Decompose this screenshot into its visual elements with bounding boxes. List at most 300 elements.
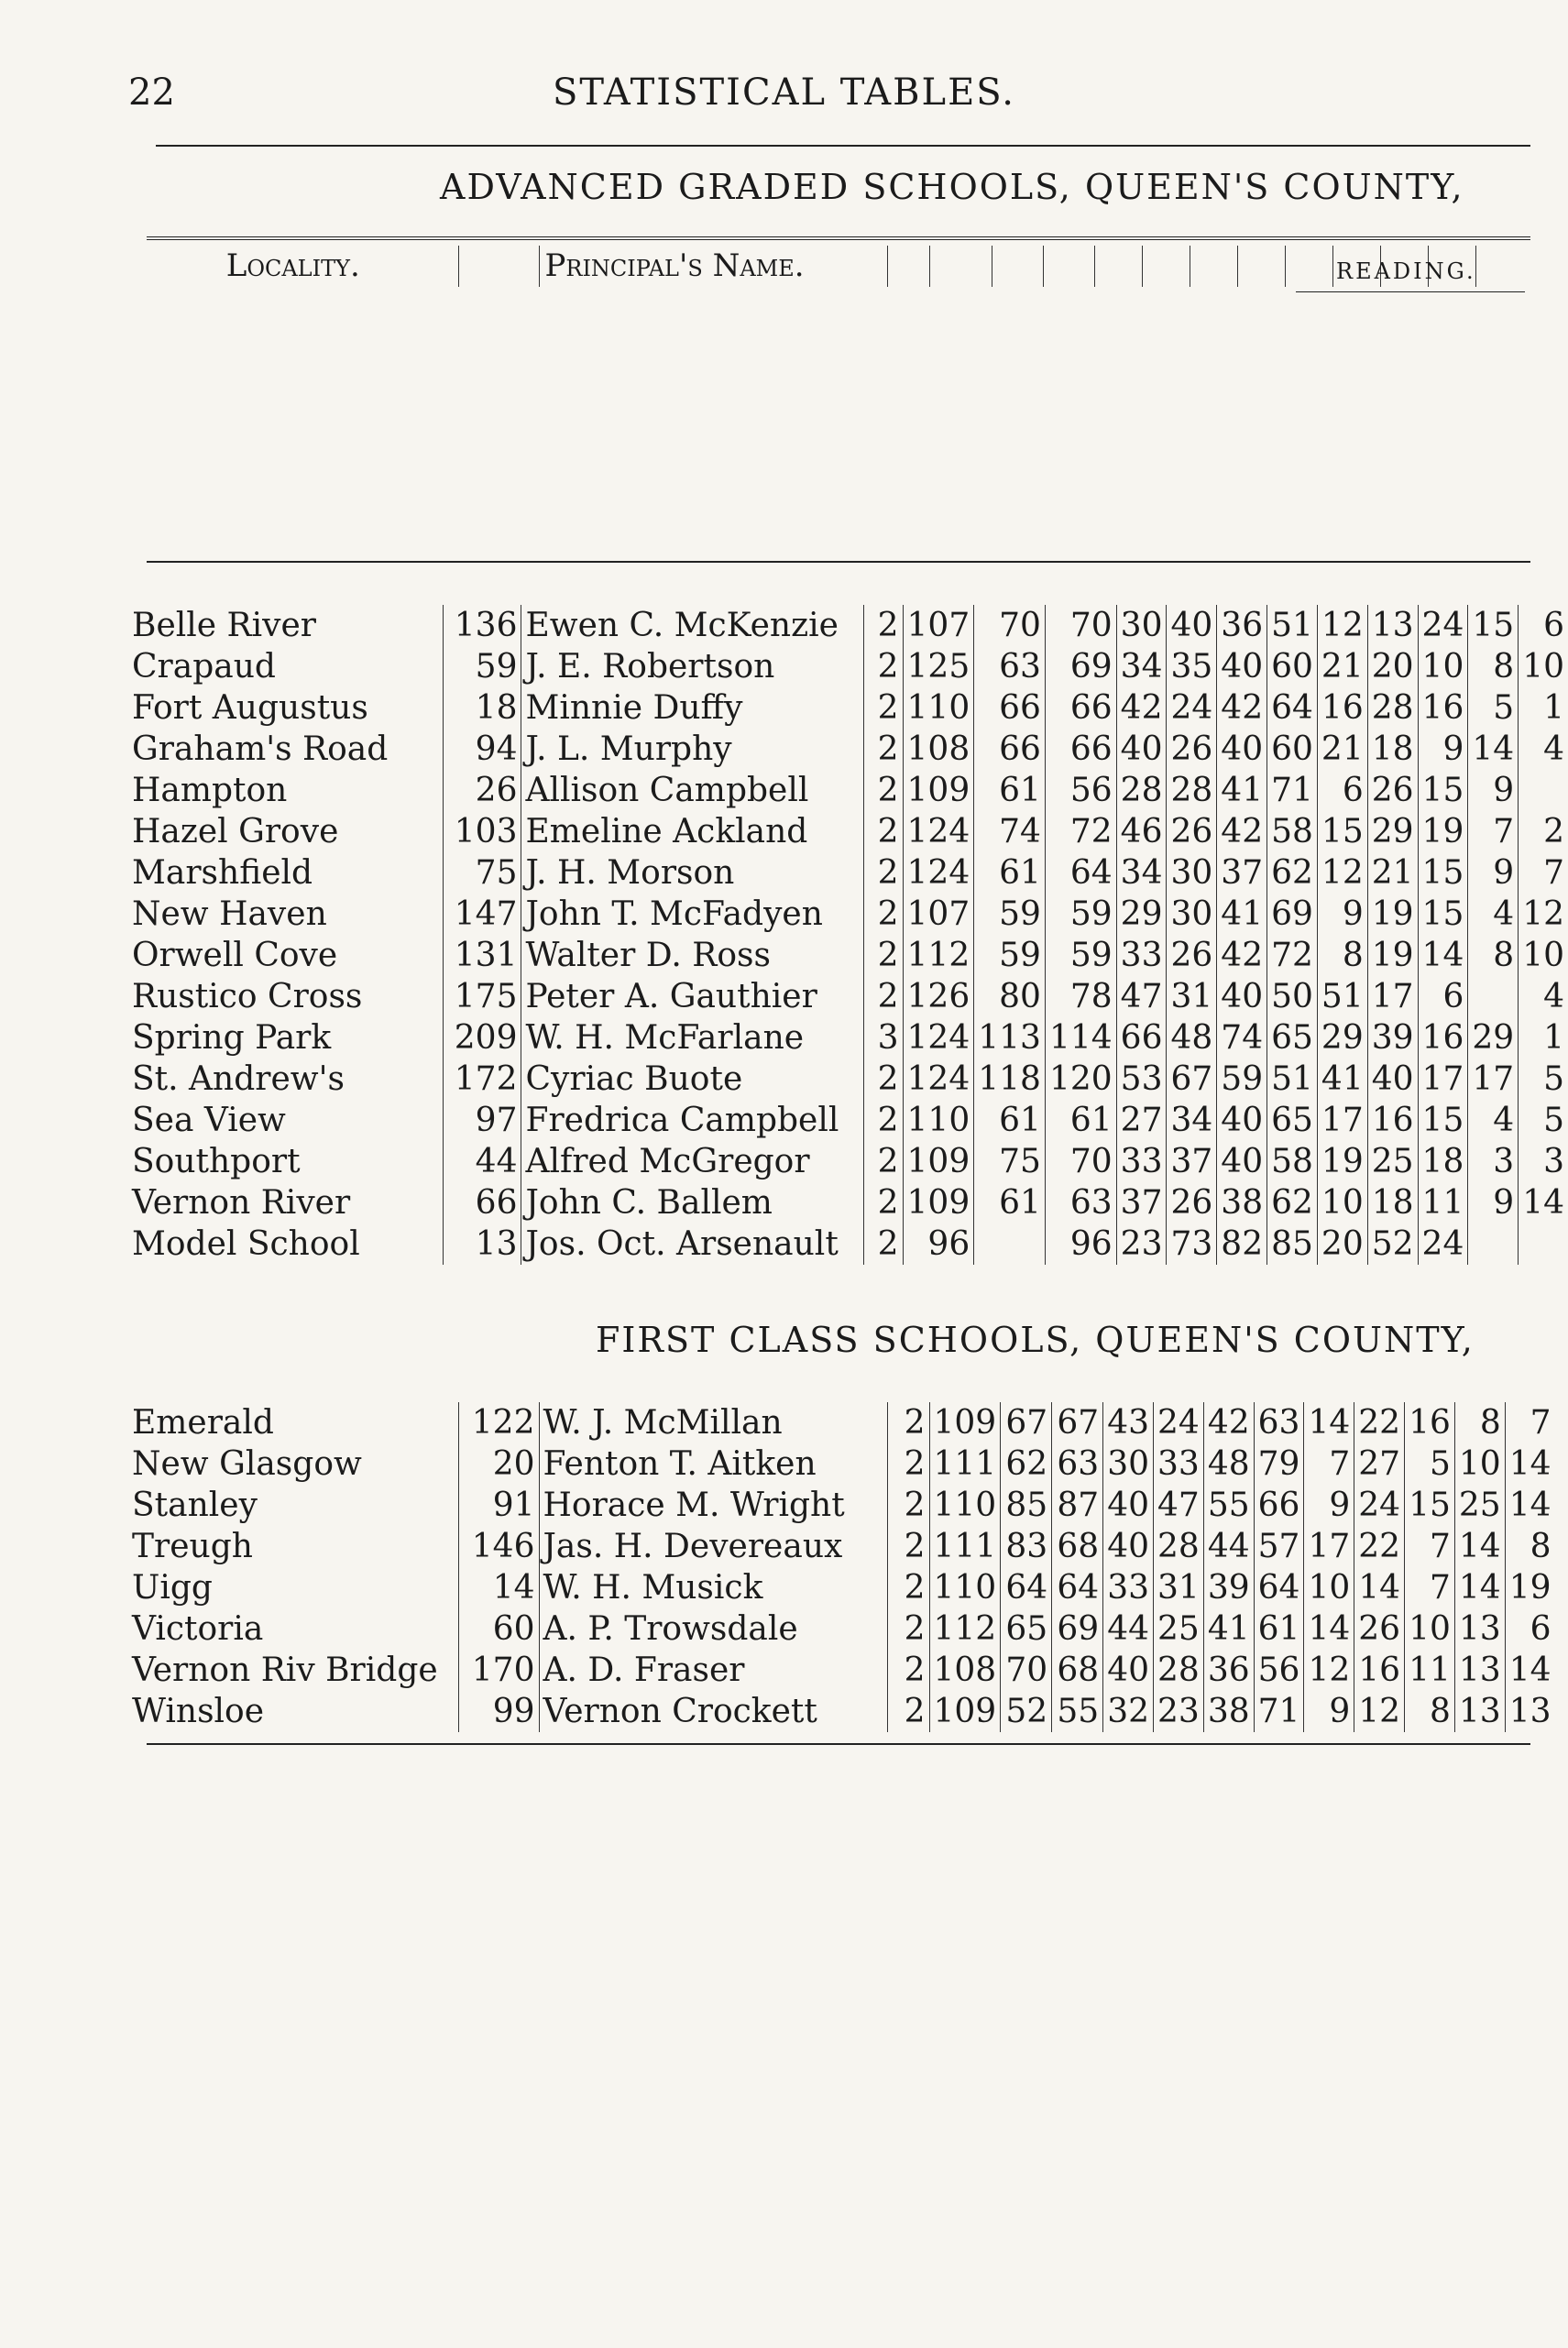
value-cell: 108 — [903, 729, 974, 770]
value-cell: 47 — [1116, 976, 1167, 1017]
value-cell: 10 — [1519, 646, 1568, 687]
value-cell: 63 — [1045, 1182, 1116, 1223]
value-cell: 35 — [1167, 646, 1217, 687]
value-cell: 14 — [1519, 1182, 1568, 1223]
value-cell: 109 — [929, 1402, 1001, 1443]
value-cell: 66 — [1045, 687, 1116, 729]
value-cell: 10 — [1405, 1608, 1455, 1650]
value-cell: 37 — [1167, 1141, 1217, 1182]
principal-cell: Fredrica Campbell — [521, 1100, 863, 1141]
locality-header: Locality. — [225, 247, 360, 284]
principal-cell: J. L. Murphy — [521, 729, 863, 770]
value-cell: 65 — [1001, 1608, 1052, 1650]
value-cell: 22 — [1354, 1526, 1405, 1567]
table-row — [128, 1526, 1555, 1567]
value-cell: 16 — [1354, 1650, 1405, 1691]
value-cell: 28 — [1154, 1526, 1204, 1567]
table-row — [128, 1608, 1555, 1650]
value-cell: 2 — [863, 935, 903, 976]
value-cell: 67 — [1167, 1059, 1217, 1100]
value-cell: 9 — [1468, 770, 1519, 811]
value-cell: 61 — [974, 1100, 1046, 1141]
value-cell: 24 — [1167, 687, 1217, 729]
value-cell: 72 — [1267, 935, 1318, 976]
value-cell: 25 — [1154, 1608, 1204, 1650]
value-cell: 61 — [974, 852, 1046, 894]
value-cell: 12 — [1317, 852, 1367, 894]
value-cell: 124 — [903, 852, 974, 894]
value-cell: 2 — [863, 811, 903, 852]
value-cell: 10 — [1304, 1567, 1354, 1608]
district-cell: 172 — [443, 1059, 521, 1100]
value-cell: 29 — [1468, 1017, 1519, 1059]
value-cell: 16 — [1317, 687, 1367, 729]
value-cell: 8 — [1468, 646, 1519, 687]
value-cell: 29 — [1116, 894, 1167, 935]
value-cell: 56 — [1045, 770, 1116, 811]
locality-cell: New Glasgow — [132, 1445, 362, 1483]
value-cell: 66 — [974, 729, 1046, 770]
value-cell: 59 — [974, 935, 1046, 976]
value-cell: 114 — [1045, 1017, 1116, 1059]
value-cell — [1468, 1223, 1519, 1265]
value-cell: 20 — [1317, 1223, 1367, 1265]
value-cell: 2 — [887, 1567, 929, 1608]
book6-header — [1475, 246, 1523, 287]
value-cell: 15 — [1418, 770, 1468, 811]
value-cell: 2 — [863, 687, 903, 729]
value-cell: 40 — [1103, 1526, 1154, 1567]
principal-cell: J. H. Morson — [521, 852, 863, 894]
value-cell: 40 — [1103, 1485, 1154, 1526]
section-title-first-class: FIRST CLASS SCHOOLS, QUEEN'S COUNTY, — [596, 1320, 1475, 1360]
header-bottom-rule — [147, 561, 1530, 563]
value-cell: 39 — [1367, 1017, 1418, 1059]
value-cell: 40 — [1217, 729, 1267, 770]
value-cell: 64 — [1254, 1567, 1304, 1608]
locality-cell: Sea View — [132, 1102, 286, 1139]
value-cell: 2 — [887, 1526, 929, 1567]
principal-cell: W. H. McFarlane — [521, 1017, 863, 1059]
value-cell: 28 — [1154, 1650, 1204, 1691]
value-cell: 9 — [1468, 1182, 1519, 1223]
value-cell: 71 — [1254, 1691, 1304, 1732]
value-cell: 47 — [1154, 1485, 1204, 1526]
district-cell: 147 — [443, 894, 521, 935]
value-cell: 6 — [1505, 1608, 1554, 1650]
locality-cell: Stanley — [132, 1487, 258, 1524]
value-cell: 51 — [1267, 1059, 1318, 1100]
value-cell: 6 — [1418, 976, 1468, 1017]
value-cell: 34 — [1116, 646, 1167, 687]
principal-cell: Minnie Duffy — [521, 687, 863, 729]
value-cell: 62 — [1267, 1182, 1318, 1223]
value-cell: 64 — [1052, 1567, 1103, 1608]
value-cell: 70 — [1001, 1650, 1052, 1691]
value-cell — [1519, 770, 1568, 811]
value-cell: 51 — [1317, 976, 1367, 1017]
table-row — [128, 1650, 1555, 1691]
principal-cell: A. P. Trowsdale — [539, 1608, 887, 1650]
value-cell: 8 — [1468, 935, 1519, 976]
value-cell: 13 — [1454, 1608, 1505, 1650]
value-cell: 13 — [1505, 1691, 1554, 1732]
value-cell: 2 — [863, 1223, 903, 1265]
value-cell: 41 — [1217, 770, 1267, 811]
table-row — [128, 1223, 1568, 1265]
value-cell: 2 — [887, 1485, 929, 1526]
value-cell: 40 — [1116, 729, 1167, 770]
value-cell: 59 — [974, 894, 1046, 935]
value-cell: 111 — [929, 1443, 1001, 1485]
value-cell: 5 — [1405, 1443, 1455, 1485]
value-cell: 120 — [1045, 1059, 1116, 1100]
table-row — [128, 811, 1568, 852]
value-cell: 96 — [903, 1223, 974, 1265]
value-cell: 29 — [1367, 811, 1418, 852]
value-cell: 30 — [1167, 852, 1217, 894]
value-cell: 1 — [1519, 1017, 1568, 1059]
value-cell: 109 — [903, 1141, 974, 1182]
value-cell: 14 — [1505, 1650, 1554, 1691]
locality-cell: Rustico Cross — [132, 978, 363, 1015]
value-cell: 56 — [1254, 1650, 1304, 1691]
table-row — [128, 605, 1568, 646]
table-row — [128, 1182, 1568, 1223]
value-cell: 53 — [1116, 1059, 1167, 1100]
reading-group-rule — [1296, 291, 1525, 292]
value-cell: 50 — [1267, 976, 1318, 1017]
value-cell: 124 — [903, 1017, 974, 1059]
value-cell: 113 — [974, 1017, 1046, 1059]
first-class-body — [128, 1402, 1555, 1732]
locality-cell: Graham's Road — [132, 730, 389, 768]
value-cell: 23 — [1116, 1223, 1167, 1265]
value-cell: 83 — [1001, 1526, 1052, 1567]
value-cell: 69 — [1045, 646, 1116, 687]
value-cell: 8 — [1405, 1691, 1455, 1732]
value-cell: 41 — [1317, 1059, 1367, 1100]
teachers-header — [887, 246, 929, 287]
value-cell: 30 — [1103, 1443, 1154, 1485]
value-cell: 59 — [1217, 1059, 1267, 1100]
value-cell: 15 — [1418, 1100, 1468, 1141]
value-cell: 39 — [1203, 1567, 1254, 1608]
locality-cell: Treugh — [132, 1528, 253, 1565]
value-cell: 112 — [903, 935, 974, 976]
value-cell: 17 — [1317, 1100, 1367, 1141]
page-number: 22 — [128, 71, 175, 114]
advanced-graded-table — [128, 605, 1568, 1265]
value-cell: 18 — [1418, 1141, 1468, 1182]
district-cell: 44 — [443, 1141, 521, 1182]
value-cell: 73 — [1167, 1223, 1217, 1265]
value-cell: 7 — [1405, 1526, 1455, 1567]
value-cell: 42 — [1217, 935, 1267, 976]
district-cell: 103 — [443, 811, 521, 852]
value-cell: 52 — [1367, 1223, 1418, 1265]
table-row — [128, 894, 1568, 935]
principal-cell: Jas. H. Devereaux — [539, 1526, 887, 1567]
value-cell: 13 — [1454, 1650, 1505, 1691]
value-cell: 34 — [1116, 852, 1167, 894]
table-row — [128, 1059, 1568, 1100]
value-cell: 57 — [1254, 1526, 1304, 1567]
value-cell: 2 — [863, 976, 903, 1017]
reading-group-header: READING. — [1336, 258, 1476, 284]
average-header — [1190, 246, 1237, 287]
value-cell: 96 — [1045, 1223, 1116, 1265]
value-cell: 42 — [1217, 811, 1267, 852]
district-cell: 122 — [458, 1402, 539, 1443]
value-cell: 60 — [1267, 646, 1318, 687]
value-cell: 36 — [1203, 1650, 1254, 1691]
locality-cell: Model School — [132, 1225, 360, 1263]
value-cell: 2 — [1519, 811, 1568, 852]
district-cell: 75 — [443, 852, 521, 894]
value-cell: 28 — [1367, 687, 1418, 729]
value-cell: 16 — [1405, 1402, 1455, 1443]
value-cell: 40 — [1217, 646, 1267, 687]
value-cell — [974, 1223, 1046, 1265]
value-cell: 17 — [1418, 1059, 1468, 1100]
value-cell: 66 — [1045, 729, 1116, 770]
value-cell: 5 — [1519, 1100, 1568, 1141]
principal-cell: John T. McFadyen — [521, 894, 863, 935]
value-cell — [1519, 1223, 1568, 1265]
value-cell: 19 — [1367, 935, 1418, 976]
locality-cell: Emerald — [132, 1404, 274, 1442]
value-cell: 66 — [1116, 1017, 1167, 1059]
principal-header: Principal's Name. — [539, 246, 887, 287]
pupils-enrolled-header — [1043, 246, 1094, 287]
value-cell: 43 — [1103, 1402, 1154, 1443]
value-cell: 61 — [1254, 1608, 1304, 1650]
value-cell: 66 — [1254, 1485, 1304, 1526]
value-cell: 42 — [1217, 687, 1267, 729]
principal-cell: Ewen C. McKenzie — [521, 605, 863, 646]
value-cell: 17 — [1468, 1059, 1519, 1100]
value-cell: 26 — [1367, 770, 1418, 811]
value-cell: 118 — [974, 1059, 1046, 1100]
value-cell: 110 — [929, 1567, 1001, 1608]
value-cell: 31 — [1154, 1567, 1204, 1608]
principal-cell: Alfred McGregor — [521, 1141, 863, 1182]
value-cell: 62 — [1267, 852, 1318, 894]
value-cell: 8 — [1505, 1526, 1554, 1567]
value-cell: 40 — [1167, 605, 1217, 646]
value-cell: 26 — [1167, 1182, 1217, 1223]
value-cell: 69 — [1052, 1608, 1103, 1650]
value-cell: 107 — [903, 894, 974, 935]
value-cell: 70 — [1045, 605, 1116, 646]
locality-cell: Vernon Riv Bridge — [132, 1651, 438, 1689]
value-cell: 37 — [1116, 1182, 1167, 1223]
locality-cell: Hazel Grove — [132, 813, 339, 850]
value-cell: 38 — [1217, 1182, 1267, 1223]
value-cell: 17 — [1367, 976, 1418, 1017]
value-cell: 33 — [1103, 1567, 1154, 1608]
value-cell: 109 — [929, 1691, 1001, 1732]
value-cell: 126 — [903, 976, 974, 1017]
principal-cell: John C. Ballem — [521, 1182, 863, 1223]
value-cell: 64 — [1045, 852, 1116, 894]
value-cell: 2 — [863, 605, 903, 646]
value-cell: 15 — [1468, 605, 1519, 646]
value-cell: 18 — [1367, 729, 1418, 770]
value-cell: 2 — [863, 770, 903, 811]
locality-cell: Uigg — [132, 1569, 213, 1607]
value-cell: 71 — [1267, 770, 1318, 811]
value-cell: 12 — [1304, 1650, 1354, 1691]
page-header — [0, 71, 1568, 126]
value-cell: 61 — [1045, 1100, 1116, 1141]
value-cell: 69 — [1267, 894, 1318, 935]
value-cell: 125 — [903, 646, 974, 687]
percent-header — [1237, 246, 1285, 287]
value-cell: 38 — [1203, 1691, 1254, 1732]
value-cell: 14 — [1505, 1485, 1554, 1526]
principal-cell: J. E. Robertson — [521, 646, 863, 687]
value-cell: 124 — [903, 1059, 974, 1100]
locality-cell: Victoria — [132, 1610, 264, 1648]
value-cell: 2 — [887, 1443, 929, 1485]
running-head: STATISTICAL TABLES. — [553, 71, 1015, 114]
district-cell: 99 — [458, 1691, 539, 1732]
value-cell: 112 — [929, 1608, 1001, 1650]
value-cell: 3 — [1519, 1141, 1568, 1182]
table-row — [128, 1100, 1568, 1141]
value-cell: 55 — [1052, 1691, 1103, 1732]
value-cell: 44 — [1203, 1526, 1254, 1567]
value-cell: 15 — [1418, 894, 1468, 935]
district-cell: 20 — [458, 1443, 539, 1485]
value-cell: 80 — [974, 976, 1046, 1017]
value-cell: 62 — [1001, 1443, 1052, 1485]
value-cell: 20 — [1367, 646, 1418, 687]
principal-cell: Jos. Oct. Arsenault — [521, 1223, 863, 1265]
value-cell: 14 — [1418, 935, 1468, 976]
value-cell: 85 — [1267, 1223, 1318, 1265]
value-cell: 5 — [1519, 1059, 1568, 1100]
value-cell: 79 — [1254, 1443, 1304, 1485]
value-cell: 75 — [974, 1141, 1046, 1182]
principal-cell: Vernon Crockett — [539, 1691, 887, 1732]
table-row — [128, 770, 1568, 811]
value-cell: 40 — [1103, 1650, 1154, 1691]
value-cell: 27 — [1116, 1100, 1167, 1141]
value-cell: 13 — [1454, 1691, 1505, 1732]
value-cell: 17 — [1304, 1526, 1354, 1567]
value-cell: 21 — [1317, 646, 1367, 687]
value-cell: 7 — [1405, 1567, 1455, 1608]
value-cell: 2 — [887, 1402, 929, 1443]
value-cell: 14 — [1468, 729, 1519, 770]
value-cell: 4 — [1519, 729, 1568, 770]
value-cell: 12 — [1354, 1691, 1405, 1732]
value-cell: 109 — [903, 1182, 974, 1223]
value-cell: 30 — [1116, 605, 1167, 646]
value-cell: 27 — [1354, 1443, 1405, 1485]
value-cell: 2 — [863, 852, 903, 894]
value-cell: 26 — [1167, 811, 1217, 852]
district-cell: 59 — [443, 646, 521, 687]
value-cell: 24 — [1154, 1402, 1204, 1443]
value-cell: 6 — [1317, 770, 1367, 811]
locality-cell: Marshfield — [132, 854, 313, 892]
table-row — [128, 729, 1568, 770]
value-cell: 2 — [863, 1141, 903, 1182]
value-cell: 82 — [1217, 1223, 1267, 1265]
locality-cell: Belle River — [132, 607, 317, 644]
value-cell: 110 — [903, 687, 974, 729]
locality-cell: Orwell Cove — [132, 937, 338, 974]
district-cell: 91 — [458, 1485, 539, 1526]
principal-cell: A. D. Fraser — [539, 1650, 887, 1691]
value-cell: 64 — [1267, 687, 1318, 729]
value-cell: 7 — [1468, 811, 1519, 852]
value-cell: 13 — [1367, 605, 1418, 646]
table-row — [128, 1017, 1568, 1059]
value-cell: 15 — [1317, 811, 1367, 852]
table-row — [128, 1141, 1568, 1182]
value-cell: 16 — [1418, 1017, 1468, 1059]
district-cell: 13 — [443, 1223, 521, 1265]
pupils-district-header — [992, 246, 1043, 287]
value-cell: 11 — [1418, 1182, 1468, 1223]
value-cell: 41 — [1203, 1608, 1254, 1650]
value-cell: 33 — [1116, 1141, 1167, 1182]
table-top-rule — [147, 236, 1530, 240]
value-cell: 42 — [1203, 1402, 1254, 1443]
value-cell: 72 — [1045, 811, 1116, 852]
value-cell: 2 — [863, 1059, 903, 1100]
value-cell: 23 — [1154, 1691, 1204, 1732]
value-cell: 60 — [1267, 729, 1318, 770]
value-cell: 110 — [903, 1100, 974, 1141]
boys-header — [1094, 246, 1142, 287]
table-row — [128, 1691, 1555, 1732]
value-cell: 8 — [1454, 1402, 1505, 1443]
value-cell: 26 — [1167, 729, 1217, 770]
value-cell: 7 — [1519, 852, 1568, 894]
value-cell: 63 — [1052, 1443, 1103, 1485]
value-cell: 63 — [1254, 1402, 1304, 1443]
value-cell: 12 — [1519, 894, 1568, 935]
value-cell: 4 — [1468, 894, 1519, 935]
value-cell: 14 — [1354, 1567, 1405, 1608]
value-cell: 2 — [863, 894, 903, 935]
table-row — [128, 687, 1568, 729]
value-cell: 110 — [929, 1485, 1001, 1526]
district-cell: 14 — [458, 1567, 539, 1608]
value-cell: 4 — [1519, 976, 1568, 1017]
girls-header — [1142, 246, 1190, 287]
value-cell: 40 — [1367, 1059, 1418, 1100]
table-row — [128, 1567, 1555, 1608]
principal-cell: Allison Campbell — [521, 770, 863, 811]
locality-cell: Winsloe — [132, 1693, 265, 1730]
value-cell: 14 — [1454, 1526, 1505, 1567]
value-cell: 64 — [1001, 1567, 1052, 1608]
table-row — [128, 852, 1568, 894]
value-cell: 28 — [1116, 770, 1167, 811]
value-cell: 14 — [1304, 1402, 1354, 1443]
value-cell: 37 — [1217, 852, 1267, 894]
value-cell: 3 — [1468, 1141, 1519, 1182]
value-cell: 14 — [1304, 1608, 1354, 1650]
value-cell: 41 — [1217, 894, 1267, 935]
